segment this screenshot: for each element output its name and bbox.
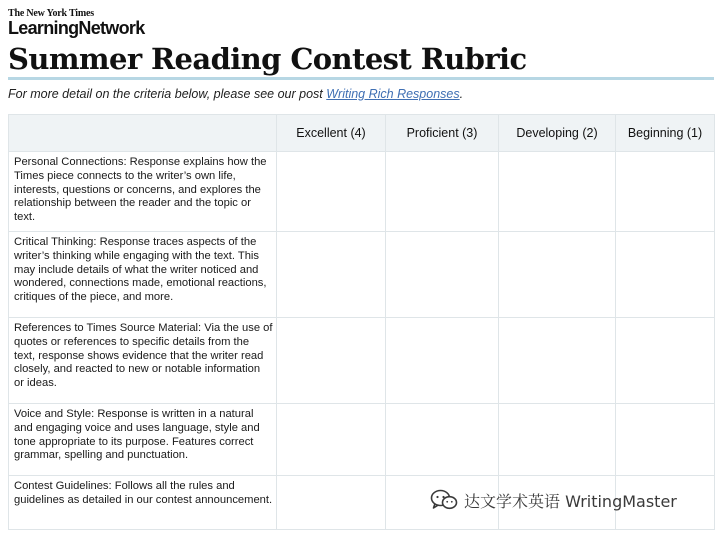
score-cell-excellent bbox=[277, 475, 386, 529]
criterion-cell bbox=[9, 403, 277, 475]
score-cell-beginning bbox=[616, 152, 715, 232]
score-cell-proficient bbox=[386, 152, 499, 232]
table-row bbox=[9, 403, 715, 475]
score-cell-beginning bbox=[616, 231, 715, 317]
score-cell-excellent bbox=[277, 403, 386, 475]
subtitle-end: . bbox=[459, 87, 464, 101]
score-cell-proficient bbox=[386, 403, 499, 475]
criterion-cell bbox=[9, 152, 277, 232]
score-cell-beginning bbox=[616, 403, 715, 475]
criterion-name: References to Times Source Material: bbox=[14, 321, 202, 334]
table-row bbox=[9, 152, 715, 232]
criterion-description: Via the use of quotes or references to specific details from the text, response shows evidence that the writer read closely, and reacted to new or notable information or ideas. bbox=[14, 321, 273, 390]
criterion-name: Contest Guidelines: bbox=[14, 479, 112, 492]
score-cell-proficient bbox=[386, 317, 499, 403]
criterion-name: Voice and Style: bbox=[14, 407, 95, 420]
score-cell-excellent bbox=[277, 231, 386, 317]
header-row bbox=[9, 115, 715, 152]
table-row bbox=[9, 317, 715, 403]
wechat-icon bbox=[430, 489, 458, 511]
watermark bbox=[430, 488, 677, 512]
subtitle-text: For more detail on the criteria below, please see our post bbox=[8, 87, 327, 101]
header-proficient: Proficient (3) bbox=[386, 115, 499, 152]
score-cell-proficient bbox=[386, 231, 499, 317]
title-divider bbox=[8, 77, 714, 80]
criterion-name: Personal Connections: bbox=[14, 156, 127, 168]
criterion-description: Response explains how the Times piece connects to the writer’s own life, interests, questions or concerns, and explores the relationship between the reader and the topic or text. bbox=[14, 156, 267, 224]
criterion-description: Follows all the rules and guidelines as detailed in our contest announcement. bbox=[14, 479, 273, 506]
criterion-name: Critical Thinking: bbox=[14, 235, 97, 248]
header-excellent: Excellent (4) bbox=[277, 115, 386, 152]
masthead bbox=[8, 8, 145, 38]
criterion-cell bbox=[9, 317, 277, 403]
criterion-description: Response traces aspects of the writer’s thinking while engaging with the text. This may include details of what the writer noticed and wondered, connections made, emotional reactions, critiques of the piece, and more. bbox=[14, 235, 267, 304]
score-cell-developing bbox=[499, 231, 616, 317]
score-cell-beginning bbox=[616, 317, 715, 403]
score-cell-developing bbox=[499, 403, 616, 475]
score-cell-excellent bbox=[277, 152, 386, 232]
header-criteria bbox=[9, 115, 277, 152]
learning-network-logo: LearningNetwork bbox=[8, 18, 145, 38]
page-title: Summer Reading Contest Rubric bbox=[8, 42, 527, 76]
writing-rich-responses-link[interactable]: Writing Rich Responses bbox=[326, 87, 460, 101]
header-beginning: Beginning (1) bbox=[616, 115, 715, 152]
header-developing: Developing (2) bbox=[499, 115, 616, 152]
subtitle bbox=[8, 86, 463, 102]
table-row bbox=[9, 231, 715, 317]
score-cell-developing bbox=[499, 317, 616, 403]
nyt-logo: The New York Times bbox=[8, 8, 94, 19]
criterion-cell bbox=[9, 231, 277, 317]
criterion-description: Response is written in a natural and engaging voice and uses language, style and tone appropriate to its purpose. Features correct grammar, spelling and punctuation. bbox=[14, 407, 260, 462]
score-cell-developing bbox=[499, 152, 616, 232]
watermark-text: 达文学术英语 WritingMaster bbox=[464, 491, 677, 511]
rubric-table bbox=[8, 114, 715, 530]
criterion-cell bbox=[9, 475, 277, 529]
score-cell-excellent bbox=[277, 317, 386, 403]
